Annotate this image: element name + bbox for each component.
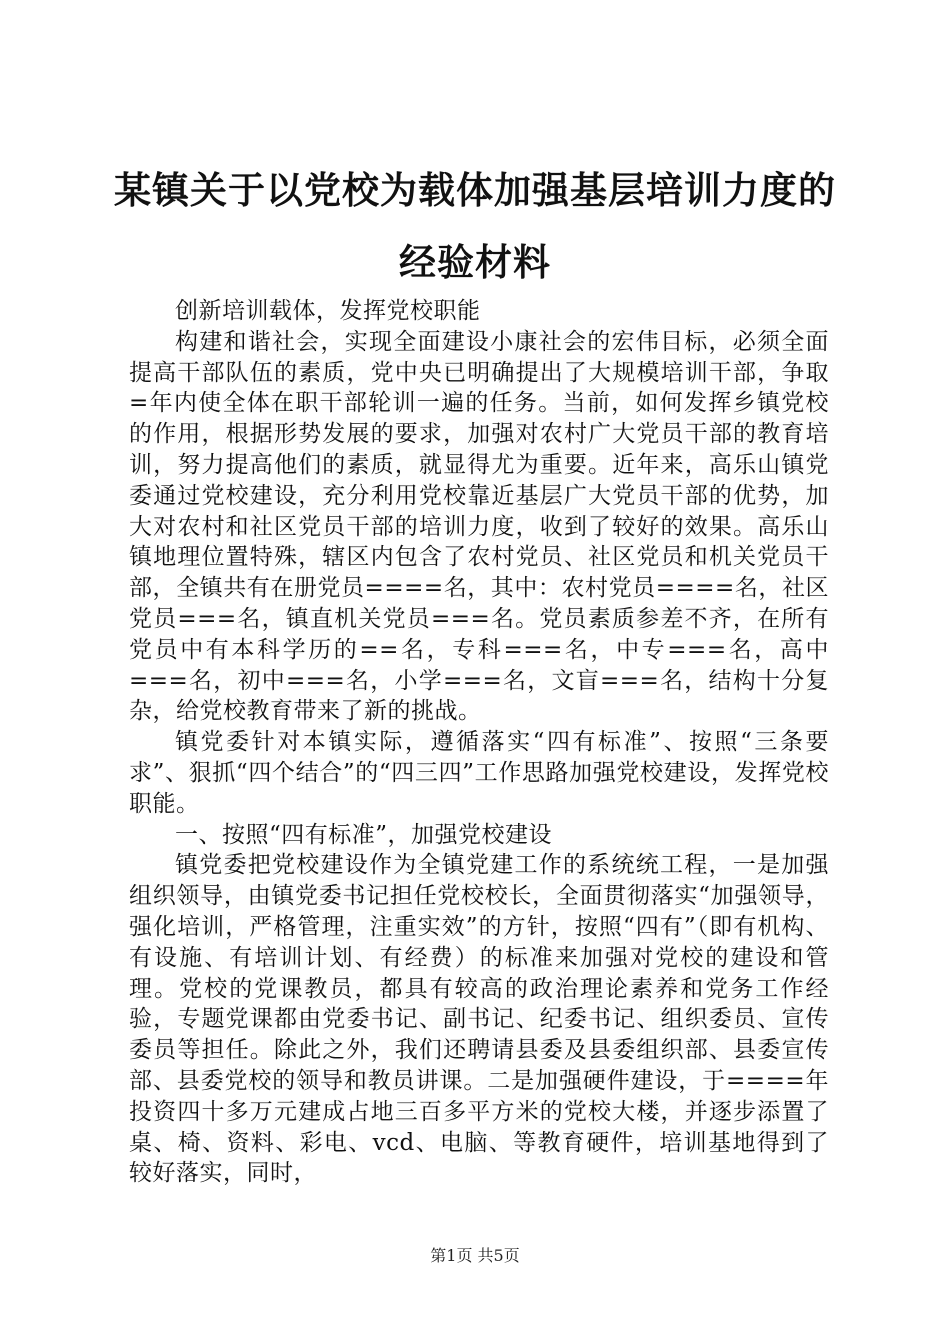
section-heading: 一、按照“四有标准”，加强党校建设: [175, 821, 553, 848]
paragraph-approach: 镇党委针对本镇实际，遵循落实“四有标准”、按照“三条要求”、狠抓“四个结合”的“四三四”工作思路加强党校建设，发挥党校职能。: [129, 729, 829, 817]
page-footer: 第1页 共5页: [430, 1246, 520, 1265]
paragraph-section-body: 镇党委把党校建设作为全镇党建工作的系统统工程，一是加强组织领导，由镇党委书记担任党校校长，全面贯彻落实“加强领导，强化培训，严格管理，注重实效”的方针，按照“四有”（即有机构、有设施、有培训计划、有经费）的标准来加强对党校的建设和管理。党校的党课教员，都具有较高的政治理论素养和党务工作经验，专题党课都由党委书记、副书记、纪委书记、组织委员、宣传委员等担任。除此之外，我们还聘请县委及县委组织部、县委宣传部、县委党校的领导和教员讲课。二是加强硬件建设，于====年投资四十多万元建成占地三百多平方米的党校大楼，并逐步添置了桌、椅、资料、彩电、vcd、电脑、等教育硬件，培训基地得到了较好落实，同时，: [129, 852, 829, 1187]
paragraph-intro: 构建和谐社会，实现全面建设小康社会的宏伟目标，必须全面提高干部队伍的素质，党中央已明确提出了大规模培训干部，争取=年内使全体在职干部轮训一遍的任务。当前，如何发挥乡镇党校的作用，根据形势发展的要求，加强对农村广大党员干部的教育培训，努力提高他们的素质，就显得尤为重要。近年来，高乐山镇党委通过党校建设，充分利用党校靠近基层广大党员干部的优势，加大对农村和社区党员干部的培训力度，收到了较好的效果。高乐山镇地理位置特殊，辖区内包含了农村党员、社区党员和机关党员干部，全镇共有在册党员====名，其中：农村党员====名，社区党员===名，镇直机关党员===名。党员素质参差不齐，在所有党员中有本科学历的==名，专科===名，中专===名，高中===名，初中===名，小学===名，文盲===名，结构十分复杂，给党校教育带来了新的挑战。: [129, 328, 829, 725]
paragraph-subtitle: 创新培训载体，发挥党校职能: [175, 298, 481, 324]
document-title: 某镇关于以党校为载体加强基层培训力度的经验材料: [114, 168, 836, 284]
document-body: [129, 296, 829, 1189]
